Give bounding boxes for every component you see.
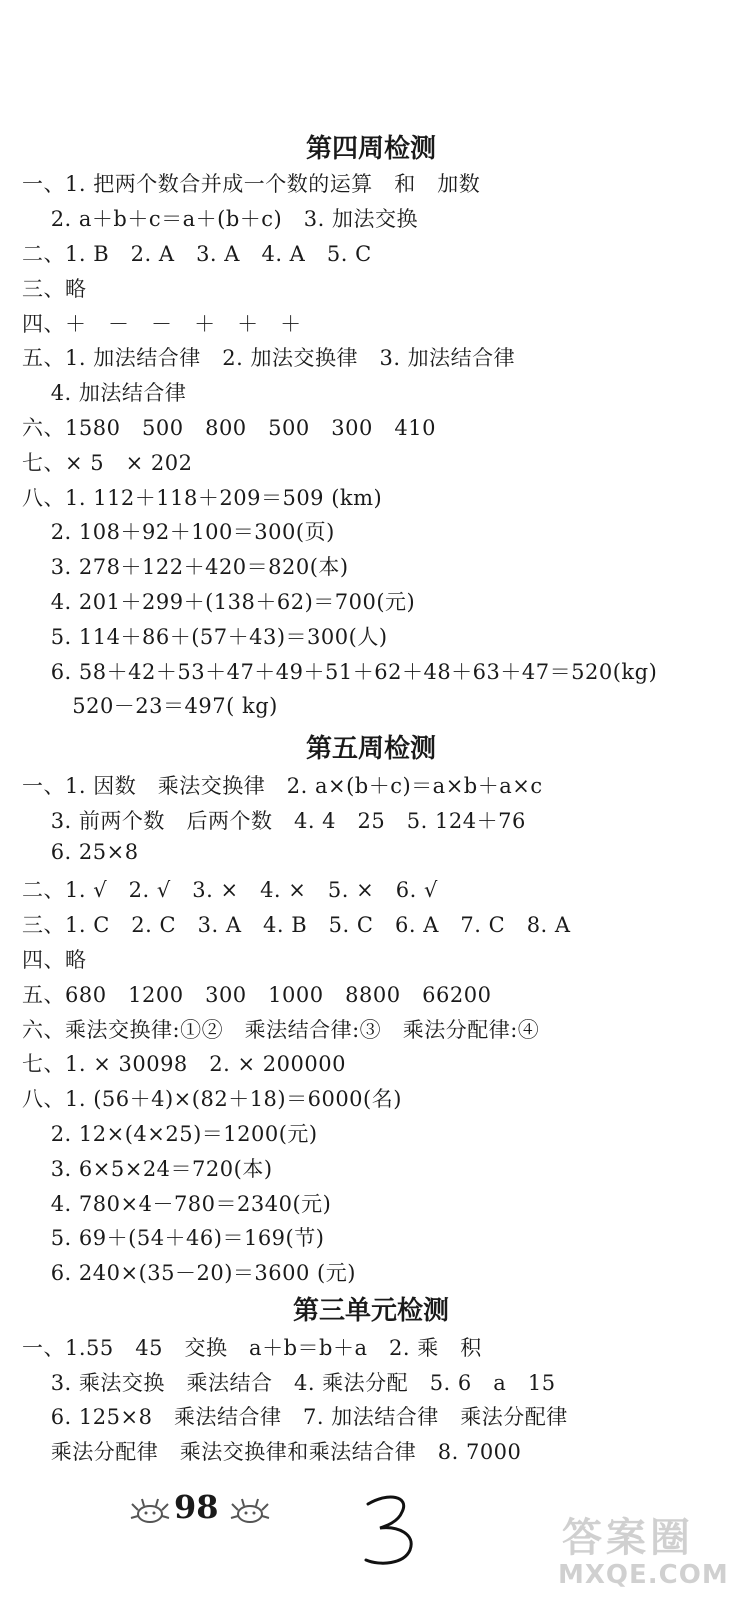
section-title-week4: 第四周检测 bbox=[305, 134, 436, 164]
answer-line: 2. 12×(4×25)＝1200(元) bbox=[22, 1122, 318, 1146]
page-footer bbox=[130, 1480, 270, 1540]
answer-line: 6. 25×8 bbox=[22, 840, 139, 864]
watermark-bottom: MXQE.COM bbox=[558, 1560, 729, 1590]
watermark bbox=[540, 1500, 740, 1599]
answer-line: 3. 乘法交换 乘法结合 4. 乘法分配 5. 6 a 15 bbox=[22, 1371, 556, 1395]
answer-line: 一、1. 把两个数合并成一个数的运算 和 加数 bbox=[22, 172, 481, 196]
answer-line: 3. 278＋122＋420＝820(本) bbox=[22, 555, 349, 579]
answer-line: 七、1. × 30098 2. × 200000 bbox=[22, 1052, 346, 1076]
answer-line: 一、1. 因数 乘法交换律 2. a×(b＋c)＝a×b＋a×c bbox=[22, 774, 543, 798]
handwritten-mark bbox=[358, 1490, 428, 1570]
answer-line: 七、× 5 × 202 bbox=[22, 451, 193, 475]
answer-line: 五、1. 加法结合律 2. 加法交换律 3. 加法结合律 bbox=[22, 346, 516, 370]
answer-line: 5. 69＋(54＋46)＝169(节) bbox=[22, 1226, 325, 1250]
answer-line: 6. 58＋42＋53＋47＋49＋51＋62＋48＋63＋47＝520(kg) bbox=[22, 660, 658, 684]
answer-line: 5. 114＋86＋(57＋43)＝300(人) bbox=[22, 625, 388, 649]
page-number: 98 bbox=[174, 1488, 219, 1526]
crab-ornament-left-icon bbox=[130, 1494, 170, 1530]
answer-line: 4. 780×4－780＝2340(元) bbox=[22, 1192, 332, 1216]
watermark-top: 答案圈 bbox=[562, 1515, 694, 1561]
answer-line: 一、1.55 45 交换 a＋b＝b＋a 2. 乘 积 bbox=[22, 1336, 482, 1360]
section-title-week5: 第五周检测 bbox=[305, 734, 436, 764]
answer-line: 八、1. (56＋4)×(82＋18)＝6000(名) bbox=[22, 1087, 402, 1111]
answer-line: 八、1. 112＋118＋209＝509 (km) bbox=[22, 486, 383, 510]
answer-line: 2. 108＋92＋100＝300(页) bbox=[22, 520, 335, 544]
answer-line: 520－23＝497( kg) bbox=[22, 694, 278, 718]
answer-line: 四、＋ － － ＋ ＋ ＋ bbox=[22, 312, 302, 336]
answer-line: 6. 125×8 乘法结合律 7. 加法结合律 乘法分配律 bbox=[22, 1405, 568, 1429]
answer-line: 二、1. √ 2. √ 3. × 4. × 5. × 6. √ bbox=[22, 878, 438, 902]
answer-line: 五、680 1200 300 1000 8800 66200 bbox=[22, 983, 492, 1007]
answer-line: 四、略 bbox=[22, 948, 87, 972]
answer-line: 六、乘法交换律:①② 乘法结合律:③ 乘法分配律:④ bbox=[22, 1018, 540, 1042]
answer-line: 三、略 bbox=[22, 277, 87, 301]
section-title-unit3: 第三单元检测 bbox=[292, 1296, 449, 1326]
answer-line: 3. 6×5×24＝720(本) bbox=[22, 1157, 273, 1181]
answer-line: 三、1. C 2. C 3. A 4. B 5. C 6. A 7. C 8. A bbox=[22, 913, 571, 937]
answer-line: 6. 240×(35－20)＝3600 (元) bbox=[22, 1261, 356, 1285]
answer-line: 4. 201＋299＋(138＋62)＝700(元) bbox=[22, 590, 416, 614]
answer-line: 六、1580 500 800 500 300 410 bbox=[22, 416, 436, 440]
answer-line: 2. a＋b＋c＝a＋(b＋c) 3. 加法交换 bbox=[22, 207, 418, 231]
crab-ornament-right-icon bbox=[230, 1494, 270, 1530]
answer-line: 3. 前两个数 后两个数 4. 4 25 5. 124＋76 bbox=[22, 809, 526, 833]
answer-line: 二、1. B 2. A 3. A 4. A 5. C bbox=[22, 242, 372, 266]
answer-line: 乘法分配律 乘法交换律和乘法结合律 8. 7000 bbox=[22, 1440, 522, 1464]
answer-line: 4. 加法结合律 bbox=[22, 381, 187, 405]
